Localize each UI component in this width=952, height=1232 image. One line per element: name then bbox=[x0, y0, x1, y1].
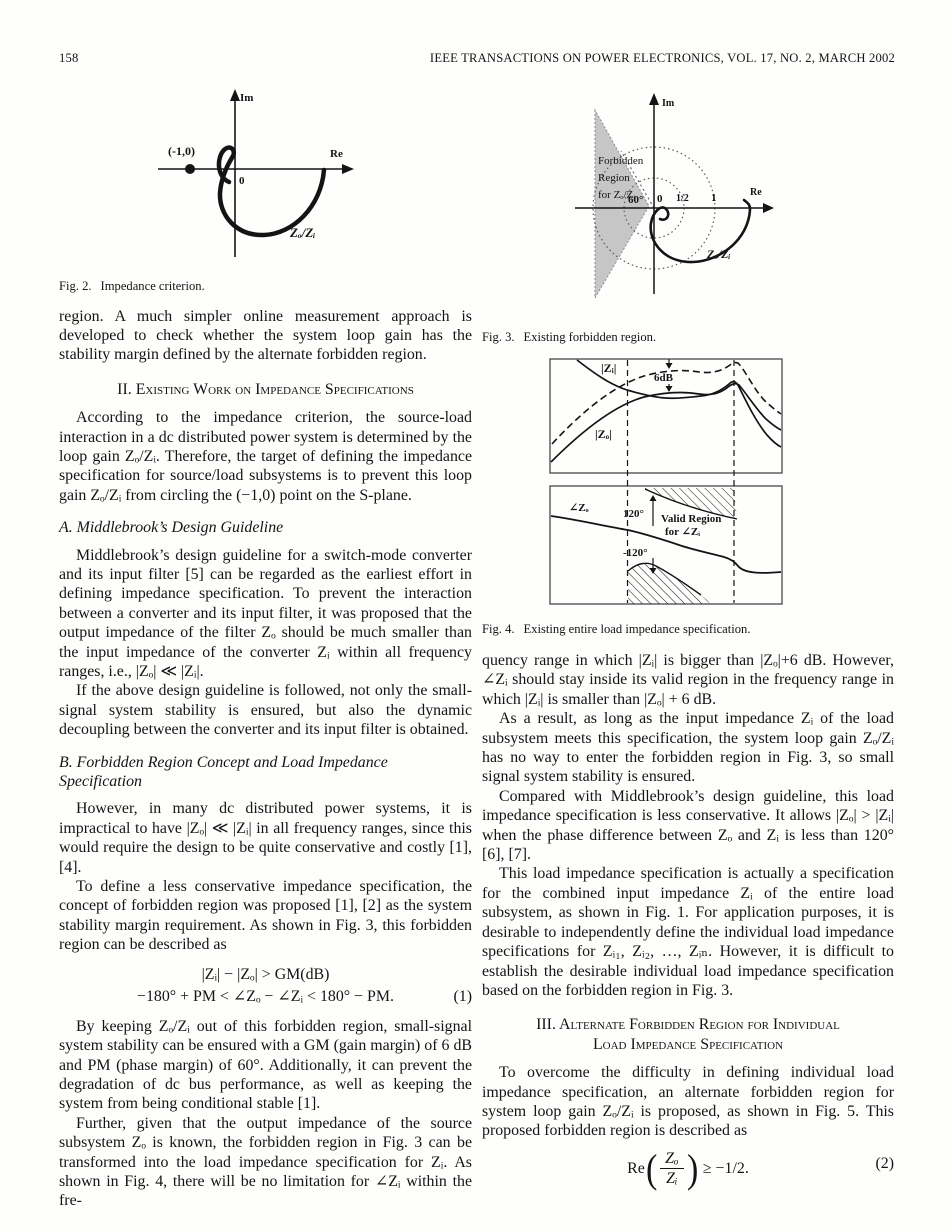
equation-2-fraction bbox=[660, 1150, 683, 1188]
fig4-caption bbox=[482, 622, 894, 638]
equation-2-re: Re bbox=[627, 1160, 645, 1178]
fig4-zo-label: |Zₒ| bbox=[595, 426, 612, 441]
figure-2-impedance-criterion bbox=[140, 85, 440, 271]
fig3-half-label: 1/2 bbox=[676, 193, 689, 204]
fig4-lower-forbidden-hatch bbox=[628, 563, 710, 604]
equation-2-rhs: ≥ −1/2. bbox=[702, 1160, 749, 1178]
fig3-forbidden-label-line3: for Zₒ/Zᵢ bbox=[598, 189, 636, 201]
fig3-one-label: 1 bbox=[711, 192, 717, 204]
equation-2 bbox=[482, 1145, 894, 1191]
equation-1-number: (1) bbox=[453, 988, 472, 1006]
figure-4-load-impedance-spec bbox=[549, 358, 784, 608]
paragraph-p7: By keeping Zₒ/Zᵢ out of this forbidden region, small-signal system stability can be ensured with a GM (gain margin) of 6 dB and PM (phase margin) of 60°. Additionally, it can prevent the degradation of dc bus performance, as well as keeping the system from being conditional stable [1]. bbox=[59, 1017, 472, 1113]
paragraph-p1: region. A much simpler online measurement approach is developed to check whether the system loop gain has the stability margin defined by the alternate forbidden region. bbox=[59, 307, 472, 364]
fig3-sixty-degree-label: 60° bbox=[628, 194, 644, 206]
fig4-plus-120-label: 120° bbox=[623, 507, 644, 520]
fig2-origin-label: 0 bbox=[239, 175, 245, 187]
fig2-re-axis-label: Re bbox=[330, 148, 343, 160]
fig3-im-axis-label: Im bbox=[662, 98, 675, 109]
fig3-origin-label: 0 bbox=[657, 193, 663, 205]
fig3-caption-label: Fig. 3. bbox=[482, 330, 515, 344]
fig2-caption-label: Fig. 2. bbox=[59, 279, 92, 293]
equation-2-open-paren: ( bbox=[645, 1145, 658, 1191]
fig3-re-axis-label: Re bbox=[750, 187, 762, 198]
fig3-curve-label: Zₒ/Zᵢ bbox=[707, 247, 731, 261]
fig3-forbidden-label-line1: Forbidden bbox=[598, 155, 644, 167]
left-column bbox=[59, 78, 472, 1211]
paragraph-p4: If the above design guideline is followed, not only the small-signal system stability is ensured, but also the dynamic decoupling between the converter and its input filter is obtained. bbox=[59, 682, 472, 739]
fig4-zo-curve bbox=[551, 383, 781, 461]
fig4-minus-120-label: -120° bbox=[623, 546, 648, 559]
fig4-zi-label: |Zᵢ| bbox=[601, 360, 617, 375]
fig2-caption bbox=[59, 279, 472, 295]
fig4-valid-region-label-line1: Valid Region bbox=[661, 512, 722, 525]
fig3-loop-gain-curve bbox=[651, 200, 750, 262]
fig3-forbidden-label-line2: Region bbox=[598, 172, 630, 184]
fig3-caption-text: Existing forbidden region. bbox=[523, 330, 657, 344]
paragraph-p13: To overcome the difficulty in defining individual load impedance specification, an alternate forbidden region for system loop gain Zₒ/Zᵢ is proposed, as shown in Fig. 5. This proposed forbidden region is described as bbox=[482, 1064, 894, 1140]
equation-2-numerator: Zₒ bbox=[660, 1150, 683, 1169]
page-header bbox=[59, 51, 895, 65]
fig4-caption-label: Fig. 4. bbox=[482, 621, 515, 636]
journal-title: IEEE TRANSACTIONS ON POWER ELECTRONICS, VOL. 17, NO. 2, MARCH 2002 bbox=[429, 51, 895, 65]
equation-2-number: (2) bbox=[875, 1155, 894, 1173]
paragraph-p3: Middlebrook’s design guideline for a switch-mode converter and its input filter [5] can be regarded as the earliest effort in defining impedance specification. To prevent the interaction between a converter and its input filter, it was proposed that the output impedance of the filter Zₒ should be much smaller than the input impedance of the converter Zᵢ within all frequency ranges, i.e., |Zₒ| ≪ |Zᵢ|. bbox=[59, 546, 472, 680]
subsection-b-heading: B. Forbidden Region Concept and Load Impedance Specification bbox=[59, 753, 388, 791]
equation-1-line2: −180° + PM < ∠Zₒ − ∠Zᵢ < 180° − PM. bbox=[136, 987, 394, 1005]
fig4-angle-zo-label: ∠Zₒ bbox=[569, 501, 589, 514]
fig3-caption bbox=[482, 330, 894, 346]
paragraph-p9: quency range in which |Zᵢ| is bigger than |Zₒ|+6 dB. However, ∠Zᵢ should stay inside its valid region in the frequency range in which |Zᵢ| is smaller than |Zₒ| + 6 dB. bbox=[482, 652, 894, 708]
paragraph-p5: However, in many dc distributed power systems, it is impractical to have |Zₒ| ≪ |Zᵢ| in all frequency ranges, since this would require the design to be quite conservative and costly [1], [4]. bbox=[59, 800, 472, 876]
equation-1 bbox=[59, 964, 472, 1008]
equation-2-denominator: Zᵢ bbox=[666, 1170, 678, 1188]
equation-1-line1: |Zᵢ| − |Zₒ| > GM(dB) bbox=[201, 965, 330, 983]
paragraph-p8: Further, given that the output impedance of the source subsystem Zₒ is known, the forbidden region in Fig. 3 can be transformed into the load impedance specification for Zᵢ. As shown in Fig. 4, there will be no limitation for ∠Zᵢ within the fre- bbox=[59, 1114, 472, 1210]
paragraph-p11: Compared with Middlebrook’s design guideline, this load impedance specification is less conservative. It allows |Zₒ| > |Zᵢ| when the phase difference between Zₒ and Zᵢ is less than 120° [6], [7]. bbox=[482, 787, 894, 864]
fig2-minus-one-point bbox=[185, 164, 195, 174]
paragraph-p10: As a result, as long as the input impedance Zᵢ of the load subsystem meets this specification, the system loop gain Zₒ/Zᵢ has no way to enter the forbidden region in Fig. 3, so small signal system stability is ensured. bbox=[482, 710, 894, 786]
fig2-caption-text: Impedance criterion. bbox=[100, 279, 205, 293]
fig4-caption-text: Existing entire load impedance specification. bbox=[523, 621, 751, 636]
equation-2-close-paren: ) bbox=[686, 1145, 698, 1191]
paragraph-p2: According to the impedance criterion, the source-load interaction in a dc distributed power system is determined by the loop gain Zₒ/Zᵢ. Therefore, the target of defining the impedance specification for source/load subsystems is to prevent this loop gain Zₒ/Zᵢ from circling the (−1,0) point on the S-plane. bbox=[59, 409, 472, 504]
fig2-im-axis-label: Im bbox=[240, 92, 254, 104]
fig4-valid-region-label-line2: for ∠Zᵢ bbox=[665, 525, 701, 538]
fig4-6db-label: 6dB bbox=[654, 371, 673, 384]
paragraph-p12: This load impedance specification is actually a specification for the combined input impedance Zᵢ of the entire load subsystem, as shown in Fig. 1. For application purposes, it is desirable to independently define the individual load impedance specifications for Zᵢ₁, Zᵢ₂, …, Zᵢₙ. However, it is difficult to establish the desirable individual load impedance specification based on the forbidden region in Fig. 3. bbox=[482, 865, 894, 999]
subsection-a-heading: A. Middlebrook’s Design Guideline bbox=[59, 519, 284, 537]
section-heading-iii-line2: Load Impedance Specification bbox=[592, 1035, 784, 1053]
section-heading-iii bbox=[482, 1015, 894, 1054]
section-heading-ii: II. Existing Work on Impedance Specifications bbox=[117, 380, 414, 398]
figure-3-forbidden-region bbox=[545, 88, 905, 318]
page-number: 158 bbox=[59, 51, 79, 65]
right-column bbox=[482, 78, 894, 1197]
fig2-curve-label: Zₒ/Zᵢ bbox=[290, 225, 316, 240]
paragraph-p6: To define a less conservative impedance specification, the concept of forbidden region was proposed [1], [2] as the system stability margin requirement. As shown in Fig. 3, this forbidden region can be described as bbox=[59, 878, 472, 954]
fig2-minus-one-label: (-1,0) bbox=[168, 144, 195, 158]
section-heading-iii-line1: III. Alternate Forbidden Region for Individual bbox=[536, 1016, 840, 1034]
